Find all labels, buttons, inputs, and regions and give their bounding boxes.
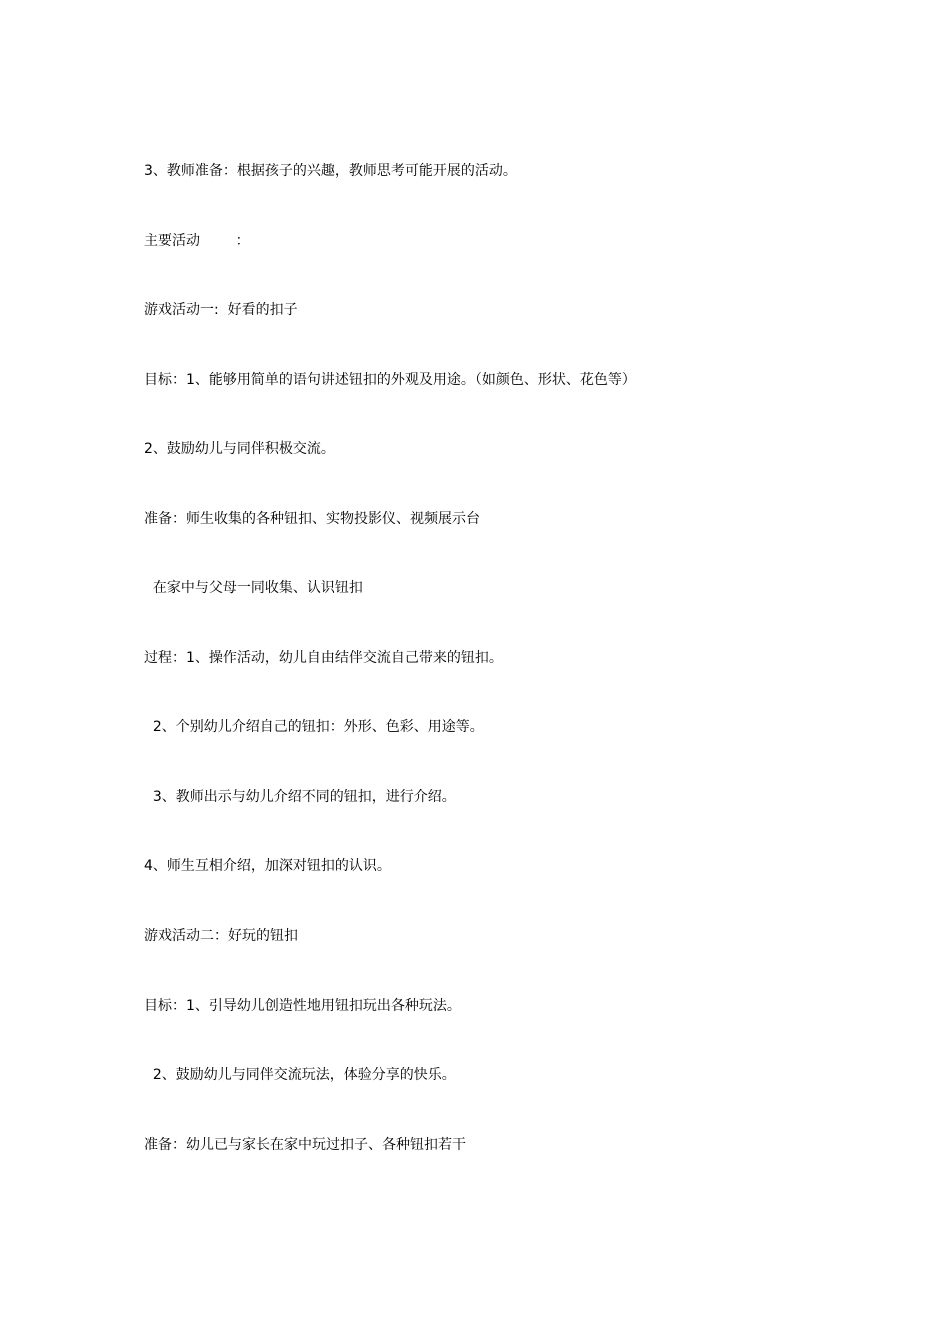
activity-one-process-1: 过程：1、操作活动，幼儿自由结伴交流自己带来的钮扣。 bbox=[144, 650, 503, 666]
activity-one-goal-1: 目标：1、能够用简单的语句讲述钮扣的外观及用途。（如颜色、形状、花色等） bbox=[144, 372, 636, 388]
game-activity-two-title: 游戏活动二：好玩的钮扣 bbox=[144, 928, 298, 944]
teacher-preparation-line: 3、教师准备：根据孩子的兴趣，教师思考可能开展的活动。 bbox=[144, 163, 517, 179]
activity-two-goal-2: 2、鼓励幼儿与同伴交流玩法，体验分享的快乐。 bbox=[144, 1067, 456, 1083]
activity-one-process-3: 3、教师出示与幼儿介绍不同的钮扣，进行介绍。 bbox=[144, 789, 456, 805]
game-activity-one-title: 游戏活动一: 好看的扣子 bbox=[144, 302, 298, 318]
activity-one-preparation: 准备：师生收集的各种钮扣、实物投影仪、视频展示台 bbox=[144, 511, 480, 527]
activity-two-preparation: 准备：幼儿已与家长在家中玩过扣子、各种钮扣若干 bbox=[144, 1137, 466, 1153]
activity-one-preparation-home: 在家中与父母一同收集、认识钮扣 bbox=[144, 580, 363, 596]
main-activities-heading: 主要活动 ： bbox=[144, 233, 250, 249]
activity-two-goal-1: 目标：1、引导幼儿创造性地用钮扣玩出各种玩法。 bbox=[144, 998, 461, 1014]
activity-one-goal-2: 2、鼓励幼儿与同伴积极交流。 bbox=[144, 441, 335, 457]
activity-one-process-4: 4、师生互相介绍，加深对钮扣的认识。 bbox=[144, 858, 391, 874]
activity-one-process-2: 2、个别幼儿介绍自己的钮扣：外形、色彩、用途等。 bbox=[144, 719, 484, 735]
